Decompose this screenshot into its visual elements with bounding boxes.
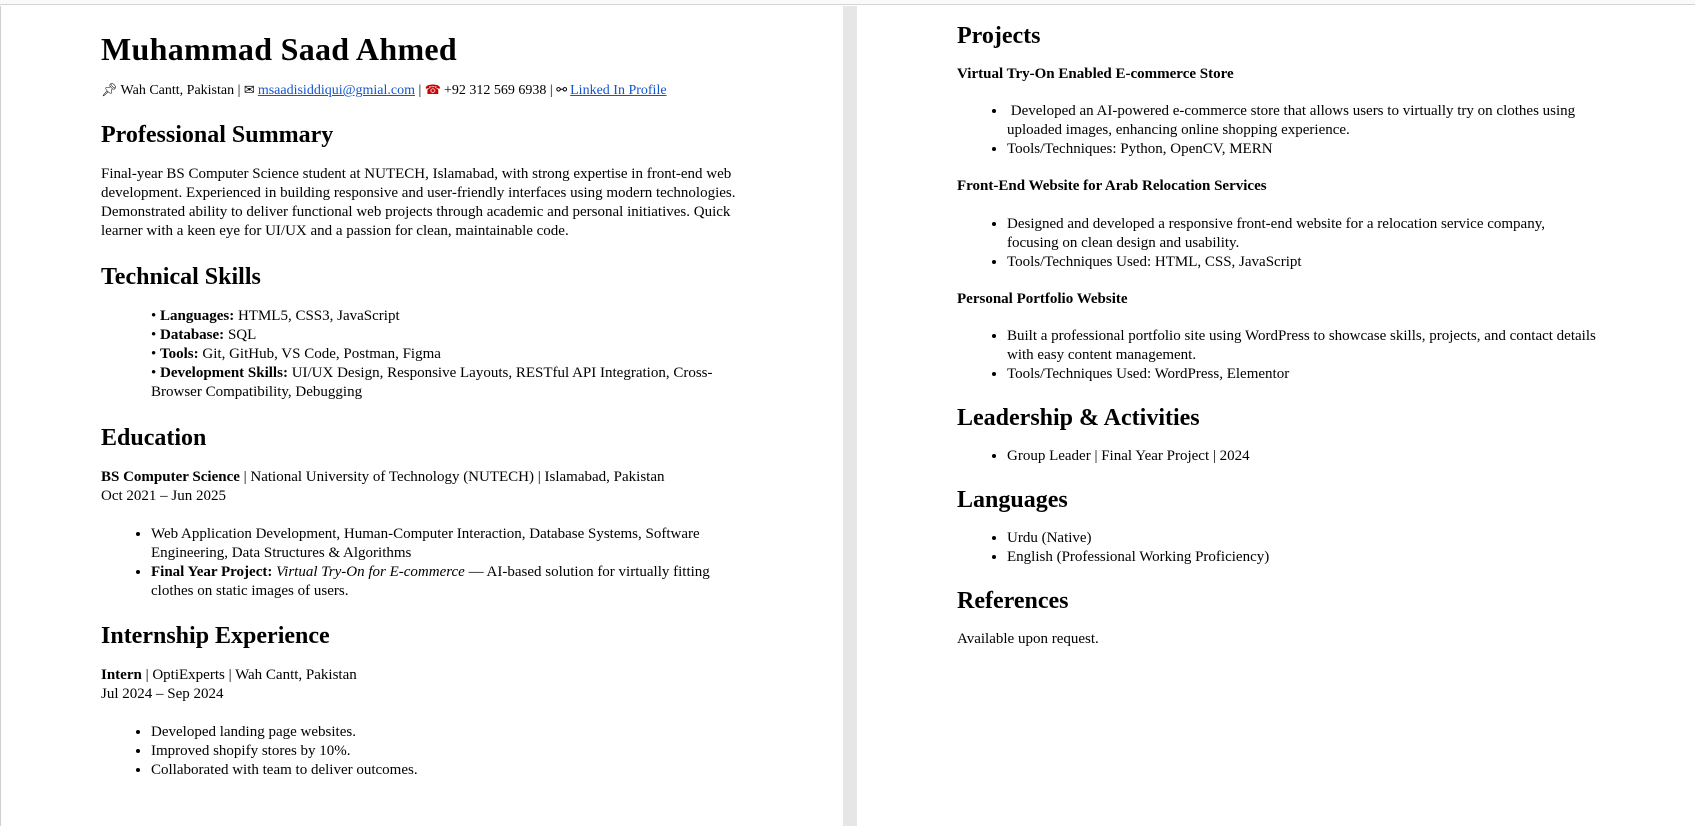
contact-line: [101, 82, 741, 100]
separator: |: [237, 83, 241, 99]
skill-item: • Development Skills: UI/UX Design, Responsive Layouts, RESTful API Integration, Cross-Browser Compatibility, Debugging: [151, 365, 713, 401]
skills-list: [101, 307, 741, 402]
list-item: • Tools/Techniques Used: WordPress, Elementor: [1007, 365, 1597, 384]
education-bullets: [101, 525, 741, 601]
internship-bullets: [101, 723, 741, 780]
role-title: Intern: [101, 666, 142, 683]
list-item: • Improved shopify stores by 10%.: [151, 742, 741, 761]
skill-item: • Database: SQL: [151, 327, 257, 344]
project-bullets: [957, 102, 1597, 159]
list-item: • Designed and developed a responsive front-end website for a relocation service company, focusing on clean design and usability.: [1007, 215, 1597, 253]
skill-label: Languages:: [160, 308, 235, 325]
skills-heading: Technical Skills: [101, 264, 261, 291]
languages-heading: Languages: [957, 487, 1068, 514]
separator: |: [549, 83, 553, 99]
telephone-icon: ☎︎: [424, 82, 441, 98]
list-item: • Developed landing page websites.: [151, 723, 741, 742]
window-top-border: [0, 0, 1695, 5]
page-2-content: [957, 22, 1597, 649]
skill-label: Tools:: [160, 346, 199, 363]
document-page-1[interactable]: [0, 6, 843, 826]
languages-bullets: [957, 529, 1597, 567]
document-page-2[interactable]: [857, 6, 1695, 826]
institution-text: | National University of Technology (NUTECH) | Islamabad, Pakistan: [243, 468, 665, 485]
fyp-label: Final Year Project:: [151, 563, 273, 580]
list-item: • Web Application Development, Human-Computer Interaction, Database Systems, Software Engineering, Data Structures & Algorithms: [151, 525, 741, 563]
degree-name: BS Computer Science: [101, 468, 240, 485]
leadership-bullets: [957, 447, 1597, 466]
phone-text: +92 312 569 6938: [444, 83, 547, 99]
list-item: • Tools/Techniques Used: HTML, CSS, JavaScript: [1007, 253, 1597, 272]
list-item: • Tools/Techniques: Python, OpenCV, MERN: [1007, 140, 1597, 159]
project-bullets: [957, 215, 1597, 272]
internship-heading: Internship Experience: [101, 622, 330, 649]
envelope-icon: ✉︎: [243, 82, 255, 98]
education-heading: Education: [101, 425, 207, 452]
list-item: • English (Professional Working Proficiency): [1007, 548, 1597, 567]
summary-heading: Professional Summary: [101, 121, 334, 148]
skill-value: Git, GitHub, VS Code, Postman, Figma: [202, 346, 441, 363]
education-dates: Oct 2021 – Jun 2025: [101, 487, 226, 504]
skill-item: • Tools: Git, GitHub, VS Code, Postman, Figma: [151, 346, 441, 363]
degree-line: [101, 468, 741, 487]
references-heading: References: [957, 587, 1069, 614]
location-text: Wah Cantt, Pakistan: [120, 83, 235, 99]
list-item: • Built a professional portfolio site using WordPress to showcase skills, projects, and contact details with easy content management.: [1007, 327, 1597, 365]
skill-label: Database:: [160, 327, 225, 344]
internship-dates: Jul 2024 – Sep 2024: [101, 685, 224, 702]
leadership-heading: Leadership & Activities: [957, 405, 1200, 432]
fyp-description: — AI-based solution for virtually fitting clothes on static images of users.: [151, 563, 710, 599]
references-text: Available upon request.: [957, 630, 1099, 647]
email-link[interactable]: msaadisiddiqui@gmial.com: [257, 83, 415, 99]
skill-value: HTML5, CSS3, JavaScript: [237, 308, 400, 325]
summary-text: Final-year BS Computer Science student at NUTECH, Islamabad, with strong expertise in front-end web development. Experienced in building responsive and user-friendly interfaces using modern technologies. Demonstrated ability to deliver functional web projects through academic and personal initiatives. Quick learner with a keen eye for UI/UX and a passion for clean, maintainable code.: [101, 166, 736, 240]
page-1-content: [101, 24, 741, 780]
list-item: • Collaborated with team to deliver outcomes.: [151, 761, 741, 780]
list-item: [151, 563, 741, 601]
project-title: Front-End Website for Arab Relocation Services: [957, 178, 1267, 195]
page-gutter: [843, 6, 857, 826]
fyp-title: Virtual Try-On for E-commerce: [276, 563, 465, 580]
list-item: • Group Leader | Final Year Project | 2024: [1007, 447, 1597, 466]
project-title: Personal Portfolio Website: [957, 290, 1128, 307]
skill-item: • Languages: HTML5, CSS3, JavaScript: [151, 308, 400, 325]
skill-value: SQL: [227, 327, 257, 344]
list-item: • Developed an AI-powered e-commerce store that allows users to virtually try on clothes using uploaded images, enhancing online shopping experience.: [1007, 102, 1597, 140]
company-text: | OptiExperts | Wah Cantt, Pakistan: [145, 666, 357, 683]
list-item: • Urdu (Native): [1007, 529, 1597, 548]
role-line: [101, 666, 741, 685]
project-bullets: [957, 327, 1597, 384]
projects-heading: Projects: [957, 23, 1041, 49]
project-title: Virtual Try-On Enabled E-commerce Store: [957, 65, 1234, 82]
link-icon: ⚯: [556, 82, 568, 98]
pin-icon: 📌︎: [101, 82, 118, 98]
skill-value: UI/UX Design, Responsive Layouts, RESTful API Integration, Cross-Browser Compatibility, Debugging: [151, 365, 713, 401]
resume-name: Muhammad Saad Ahmed: [101, 31, 457, 67]
separator: |: [418, 83, 422, 99]
skill-label: Development Skills:: [160, 365, 288, 382]
linkedin-link[interactable]: Linked In Profile: [570, 83, 667, 99]
